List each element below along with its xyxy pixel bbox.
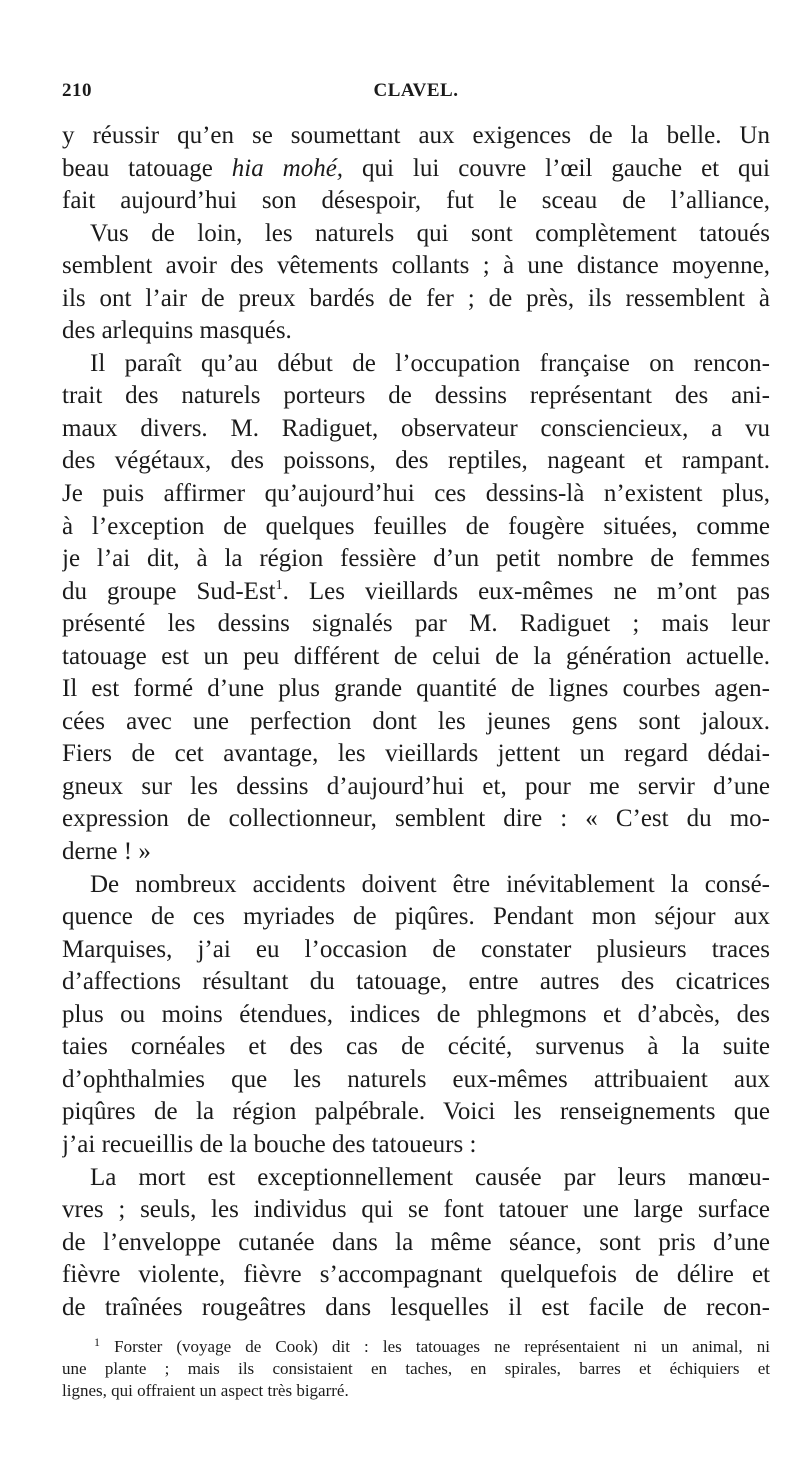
text-line: de traînées rougeâtres dans lesquelles il est facile de recon-	[62, 1293, 770, 1321]
text-line: Il paraît qu’au début de l’occupation française on rencon-	[90, 349, 770, 377]
running-head	[62, 80, 770, 110]
text-line: je l’ai dit, à la région fessière d’un petit nombre de femmes	[62, 545, 770, 573]
text-line: Il est formé d’une plus grande quantité de lignes courbes agen-	[62, 675, 770, 703]
footnote-line: lignes, qui offraient un aspect très bigarré.	[62, 1381, 349, 1400]
text-line: expression de collectionneur, semblent dire : « C’est du mo-	[62, 805, 770, 833]
text-line: ils ont l’air de preux bardés de fer ; de près, ils ressemblent à	[62, 284, 770, 312]
text-line: fait aujourd’hui son désespoir, fut le sceau de l’alliance,	[62, 187, 770, 215]
italic-term: hia mohé,	[231, 154, 344, 182]
text-line: gneux sur les dessins d’aujourd’hui et, pour me servir d’une	[62, 772, 770, 800]
text-line: d’ophthalmies que les naturels eux-mêmes attribuaient aux	[62, 1065, 770, 1093]
text-line: De nombreux accidents doivent être inévitablement la consé-	[90, 870, 770, 898]
text-line: semblent avoir des vêtements collants ; à une distance moyenne,	[62, 252, 770, 280]
text-line: Marquises, j’ai eu l’occasion de constater plusieurs traces	[62, 935, 770, 963]
text-line: maux divers. M. Radiguet, observateur consciencieux, a vu	[62, 414, 770, 442]
text-line: d’affections résultant du tatouage, entre autres des cicatrices	[62, 968, 770, 996]
text-line: des arlequins masqués.	[62, 317, 292, 345]
text-line: y réussir qu’en se soumettant aux exigences de la belle. Un	[62, 122, 770, 149]
footnote-mark: 1	[94, 1336, 100, 1349]
footnote-line: $^1$ Forster (voyage de Cook) dit : les tatouages ne représentaient ni un animal, ni	[94, 1336, 770, 1356]
text-line: La mort est exceptionnellement causée par leurs manœu-	[90, 1163, 770, 1191]
text-line: présenté les dessins signalés par M. Radiguet ; mais leur	[62, 610, 770, 638]
page-number: 210	[62, 80, 92, 101]
text-line: fièvre violente, fièvre s’accompagnant quelquefois de délire et	[62, 1261, 770, 1289]
text-line: du groupe Sud-Est$^1$. Les vieillards eux-mêmes ne m’ont pas	[62, 577, 770, 605]
text-line: j’ai recueillis de la bouche des tatoueurs :	[62, 1130, 477, 1158]
text-line: beau tatouage hia mohé, qui lui couvre l’œil gauche et qui	[62, 154, 770, 182]
body-text	[62, 120, 770, 1324]
text-line: derne ! »	[62, 838, 151, 866]
text-line: Je puis affirmer qu’aujourd’hui ces dessins-là n’existent plus,	[62, 480, 770, 508]
text-line: à l’exception de quelques feuilles de fougère situées, comme	[62, 512, 770, 540]
text-line: cées avec une perfection dont les jeunes gens sont jaloux.	[62, 707, 770, 735]
text-line: Vus de loin, les naturels qui sont complètement tatoués	[90, 219, 770, 247]
text-line: piqûres de la région palpébrale. Voici les renseignements que	[62, 1098, 770, 1126]
text-line: plus ou moins étendues, indices de phlegmons et d’abcès, des	[62, 1000, 770, 1028]
text-line: tatouage est un peu différent de celui de la génération actuelle.	[62, 642, 770, 670]
text-line: trait des naturels porteurs de dessins représentant des ani-	[62, 382, 770, 410]
text-line: Fiers de cet avantage, les vieillards jettent un regard dédai-	[62, 740, 770, 768]
text-line: vres ; seuls, les individus qui se font tatouer une large surface	[62, 1196, 770, 1224]
footnote-mark: 1	[275, 577, 283, 593]
text-line: de l’enveloppe cutanée dans la même séance, sont pris d’une	[62, 1228, 770, 1256]
text-line: quence de ces myriades de piqûres. Pendant mon séjour aux	[62, 903, 770, 931]
text-line: des végétaux, des poissons, des reptiles, nageant et rampant.	[62, 447, 770, 475]
text-line: taies cornéales et des cas de cécité, survenus à la suite	[62, 1033, 770, 1061]
running-title: CLAVEL.	[373, 80, 459, 101]
footnote-line: une plante ; mais ils consistaient en taches, en spirales, barres et échiquiers et	[62, 1359, 770, 1378]
footnote	[62, 1336, 770, 1402]
